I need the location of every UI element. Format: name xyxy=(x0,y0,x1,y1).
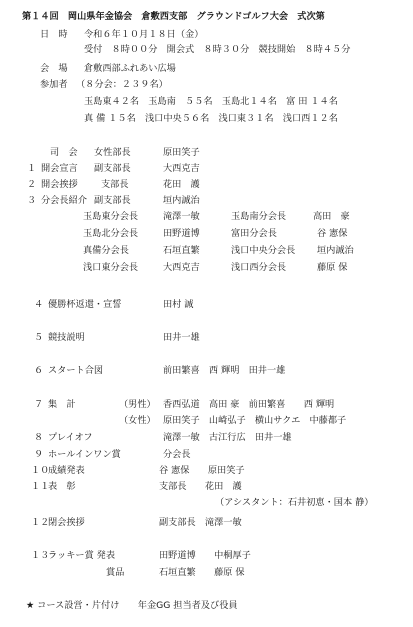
venue-value: 倉敷西部ふれあい広場 xyxy=(84,63,176,74)
venue-label: 会 場 xyxy=(40,63,68,74)
branch-role: 真備分会長 xyxy=(83,245,129,256)
branch-role: 富田分会長 xyxy=(231,228,277,239)
program-item: 司 会 xyxy=(50,147,78,158)
branch-role: 玉島北分会長 xyxy=(83,228,139,239)
program-item: 優勝杯返還・宣誓 xyxy=(48,299,122,310)
program-item: 成績発表 xyxy=(48,465,85,476)
branch-name: 高田 豪 xyxy=(313,211,350,222)
tally-male-names: 香西弘道 高田 豪 前田繁喜 西 輝明 xyxy=(163,399,335,410)
program-name: 垣内誠治 xyxy=(163,195,200,206)
branch-name: 石垣直繁 xyxy=(163,245,200,256)
schedule-times: 受付 ８時００分 開会式 ８時３０分 競技開始 ８時４５分 xyxy=(84,44,351,55)
branch-name: 滝澤一敏 xyxy=(163,211,200,222)
program-item: 開会挨拶 xyxy=(41,179,78,190)
program-name: 田井一雄 xyxy=(163,332,200,343)
program-name: 分会長 xyxy=(163,449,191,460)
tally-female-label: （女性） xyxy=(119,415,156,426)
program-number: ５ xyxy=(34,332,44,343)
program-item: ホールインワン賞 xyxy=(48,449,121,460)
program-number: ３ xyxy=(27,195,37,206)
program-number: １２ xyxy=(31,517,50,528)
participants-row: 真 備 １５名 浅口中央５６名 浅口東３１名 浅口西１２名 xyxy=(84,113,338,124)
program-item: スタート合図 xyxy=(48,365,104,376)
prize-label: 賞品 xyxy=(106,567,125,578)
program-item: プレイオフ xyxy=(48,432,93,443)
program-item: 表 彰 xyxy=(48,481,76,492)
program-number: ７ xyxy=(34,399,44,410)
program-name: 副支部長 滝澤一敏 xyxy=(159,517,242,528)
program-number: １０ xyxy=(31,465,50,476)
program-number: ９ xyxy=(34,449,44,460)
branch-role: 玉島南分会長 xyxy=(231,211,287,222)
program-name: 花田 護 xyxy=(163,179,200,190)
program-name: 大西克吉 xyxy=(163,163,200,174)
program-name: 谷 憲保 原田笑子 xyxy=(159,465,245,476)
branch-name: 垣内誠治 xyxy=(317,245,354,256)
footer-note: ★ コース設営・片付け 年金GG 担当者及び役員 xyxy=(26,600,238,611)
branch-role: 浅口中央分会長 xyxy=(231,245,296,256)
program-number: １３ xyxy=(31,550,50,561)
program-item: 開会宣言 xyxy=(41,163,78,174)
program-name: 滝澤一敏 古江行広 田井一雄 xyxy=(163,432,292,443)
tally-female-names: 原田笑子 山崎弘子 横山サクエ 中藤都子 xyxy=(163,415,347,426)
program-item: 競技説明 xyxy=(48,332,85,343)
assistant-note: （アシスタント：石井初恵・国本 静） xyxy=(215,497,374,508)
branch-role: 浅口東分会長 xyxy=(83,262,139,273)
program-name: 支部長 花田 護 xyxy=(159,481,242,492)
program-role: 女性部長 xyxy=(94,147,131,158)
date-value: 令和６年１０月１８日（金） xyxy=(84,29,204,40)
program-number: ４ xyxy=(34,299,44,310)
program-item: 分会長紹介 xyxy=(41,195,87,206)
program-name: 原田笑子 xyxy=(163,147,200,158)
participants-label: 参加者 xyxy=(40,79,68,90)
date-label: 日 時 xyxy=(40,29,68,40)
program-number: １１ xyxy=(31,481,50,492)
program-role: 副支部長 xyxy=(94,195,131,206)
program-item: ラッキー賞 発表 xyxy=(48,550,116,561)
program-item: 閉会挨拶 xyxy=(48,517,85,528)
program-name: 石垣直繁 藤原 保 xyxy=(159,567,245,578)
program-name: 田野道博 中桐厚子 xyxy=(159,550,251,561)
program-role: 支部長 xyxy=(101,179,129,190)
program-name: 田村 誠 xyxy=(163,299,194,310)
tally-male-label: （男性） xyxy=(119,399,156,410)
branch-name: 藤原 保 xyxy=(317,262,348,273)
program-number: ６ xyxy=(34,365,44,376)
program-number: ２ xyxy=(27,179,37,190)
branch-name: 谷 憲保 xyxy=(317,228,348,239)
participants-row: 玉島東４２名 玉島南 ５５名 玉島北１４名 富 田 １４名 xyxy=(84,96,338,107)
program-item: 集 計 xyxy=(48,399,76,410)
branch-name: 田野道博 xyxy=(163,228,200,239)
page-title: 第１４回 岡山県年金協会 倉敷西支部 グラウンドゴルフ大会 式次第 xyxy=(22,11,325,22)
program-role: 副支部長 xyxy=(94,163,131,174)
participants-summary: （８分会：２３９名） xyxy=(76,79,168,90)
branch-role: 玉島東分会長 xyxy=(83,211,139,222)
branch-name: 大西克吉 xyxy=(163,262,200,273)
program-name: 前田繁喜 西 輝明 田井一雄 xyxy=(163,365,286,376)
branch-role: 浅口西分会長 xyxy=(231,262,287,273)
program-number: ８ xyxy=(34,432,44,443)
program-number: １ xyxy=(27,163,37,174)
